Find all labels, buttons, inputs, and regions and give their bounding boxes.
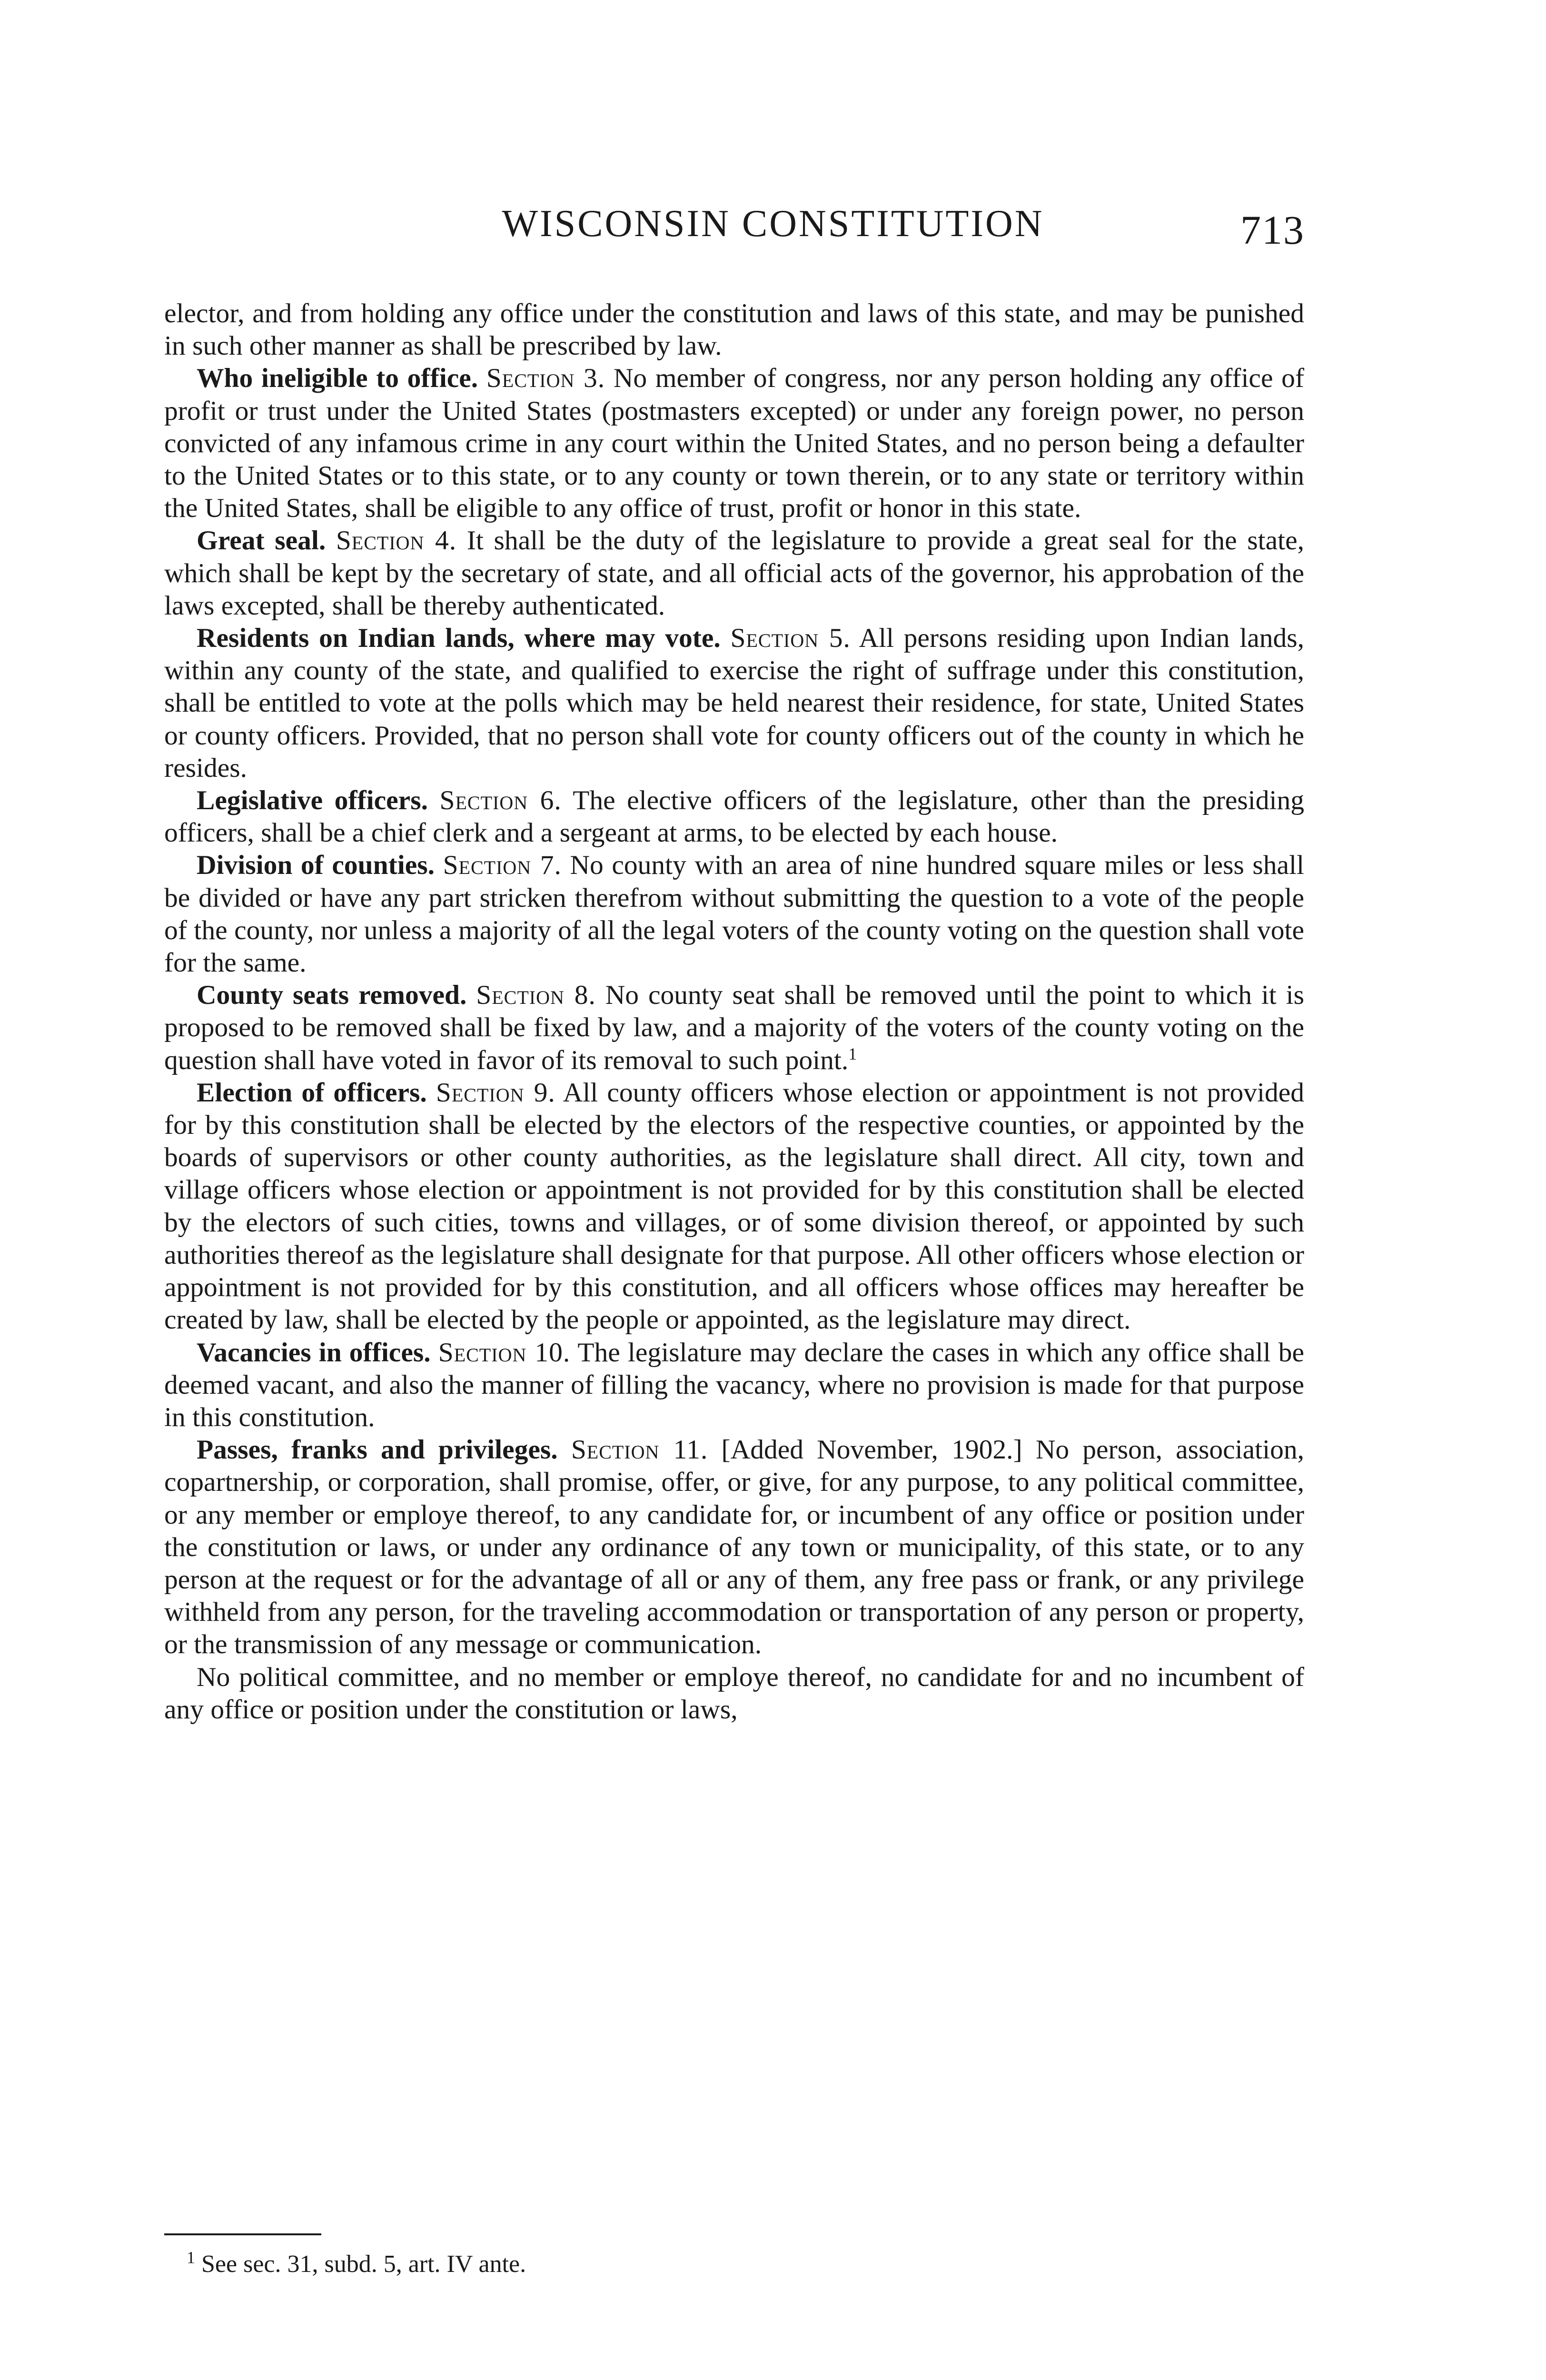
footnote-reference[interactable]: 1 [848,1044,857,1063]
section-11-label: Section 11. [571,1435,708,1465]
section-3-paragraph [164,362,1304,525]
footnote [187,2248,526,2281]
section-7-text: No county with an area of nine hundred square miles or less shall be divided or have any part stricken therefrom without submitting the question to a vote of the people of the county, nor unless a majority of all the legal voters of the county voting on the question shall vote for the same. [164,850,1305,978]
section-3-text: No member of congress, nor any person holding any office of profit or trust under the United States (postmasters excepted) or under any foreign power, no person convicted of any infamous crime in any court within the United States, and no person being a defaulter to the United States or to this state, or to any county or town therein, or to any state or territory within the United States, shall be eligible to any office of trust, profit or honor in this state. [164,363,1305,524]
section-4-label: Section 4. [336,526,457,556]
section-4-paragraph [164,525,1304,622]
section-5-heading: Residents on Indian lands, where may vote. [197,623,721,654]
section-7-heading: Division of counties. [197,850,435,881]
running-header-title: WISCONSIN CONSTITUTION [502,203,1044,245]
section-5-label: Section 5. [730,623,851,654]
section-9-text: All county officers whose election or appointment is not provided for by this constitution shall be elected by the electors of the respective counties, or appointed by the boards of supervisors or other county authorities, as the legislature shall direct. All city, town and village officers whose election or appointment is not provided for by this constitution shall be elected by the electors of such cities, towns and villages, or of some division thereof, or appointed by such authorities thereof as the legislature shall designate for that purpose. All other officers whose election or appointment is not provided for by this constitution, and all officers whose offices may hereafter be created by law, shall be elected by the people or appointed, as the legislature may direct. [164,1077,1305,1335]
section-6-label: Section 6. [439,785,562,816]
section-10-text: The legislature may declare the cases in which any office shall be deemed vacant, and also the manner of filling the vacancy, where no provision is made for that purpose in this constitution. [164,1337,1304,1432]
section-6-heading: Legislative officers. [197,785,428,816]
section-3-heading: Who ineligible to office. [197,363,478,394]
body-text [164,298,1304,1726]
section-8-label: Section 8. [476,980,596,1011]
section-6-text: The elective officers of the legislature, other than the presiding officers, shall be a chief clerk and a sergeant at arms, to be elected by each house. [164,785,1304,848]
section-5-text: All persons residing upon Indian lands, within any county of the state, and qualified to exercise the right of suffrage under this constitution, shall be entitled to vote at the polls which may be held nearest their residence, for state, United States or county officers. Provided, that no person shall vote for county officers out of the county in which he resides. [164,623,1305,783]
section-11-heading: Passes, franks and privileges. [197,1435,558,1465]
section-11-paragraph [164,1434,1304,1661]
section-9-heading: Election of officers. [197,1077,427,1108]
section-9-paragraph [164,1077,1304,1337]
footnote-divider [164,2233,321,2235]
section-4-text: It shall be the duty of the legislature to provide a great seal for the state, which shall be kept by the secretary of state, and all official acts of the governor, his approbation of the laws excepted, shall be thereby authenticated. [164,526,1304,621]
paragraph-last: No political committee, and no member or employe thereof, no candidate for and no incumbent of any office or position under the constitution or laws, [164,1662,1304,1725]
page-number: 713 [1240,207,1305,253]
section-7-label: Section 7. [443,850,562,881]
paragraph-continuation: elector, and from holding any office under the constitution and laws of this state, and may be punished in such other manner as shall be prescribed by law. [164,298,1304,361]
section-3-label: Section 3. [486,363,605,394]
section-10-heading: Vacancies in offices. [197,1337,431,1368]
section-4-heading: Great seal. [197,526,326,556]
section-8-text: No county seat shall be removed until the point to which it is proposed to be removed shall be fixed by law, and a majority of the voters of the county voting on the question shall have voted in favor of its removal to such point. [164,980,1305,1075]
section-6-paragraph [164,784,1304,849]
section-10-paragraph [164,1337,1304,1434]
section-11-text: [Added November, 1902.] No person, association, copartnership, or corporation, shall promise, offer, or give, for any purpose, to any political committee, or any member or employe thereof, to any candidate for, or incumbent of any office or position under the constitution or laws, or under any ordinance of any town or municipality, of this state, or to any person at the request or for the advantage of all or any of them, any free pass or frank, or any privilege withheld from any person, for the traveling accommodation or transportation of any person or property, or the transmission of any message or communication. [164,1435,1304,1660]
section-5-paragraph [164,622,1304,784]
section-8-paragraph [164,979,1304,1077]
section-10-label: Section 10. [438,1337,571,1368]
footnote-text: See sec. 31, subd. 5, art. IV ante. [201,2251,526,2278]
section-9-label: Section 9. [436,1077,555,1108]
section-8-heading: County seats removed. [197,980,467,1011]
section-7-paragraph [164,849,1304,979]
footnote-mark: 1 [187,2248,195,2267]
